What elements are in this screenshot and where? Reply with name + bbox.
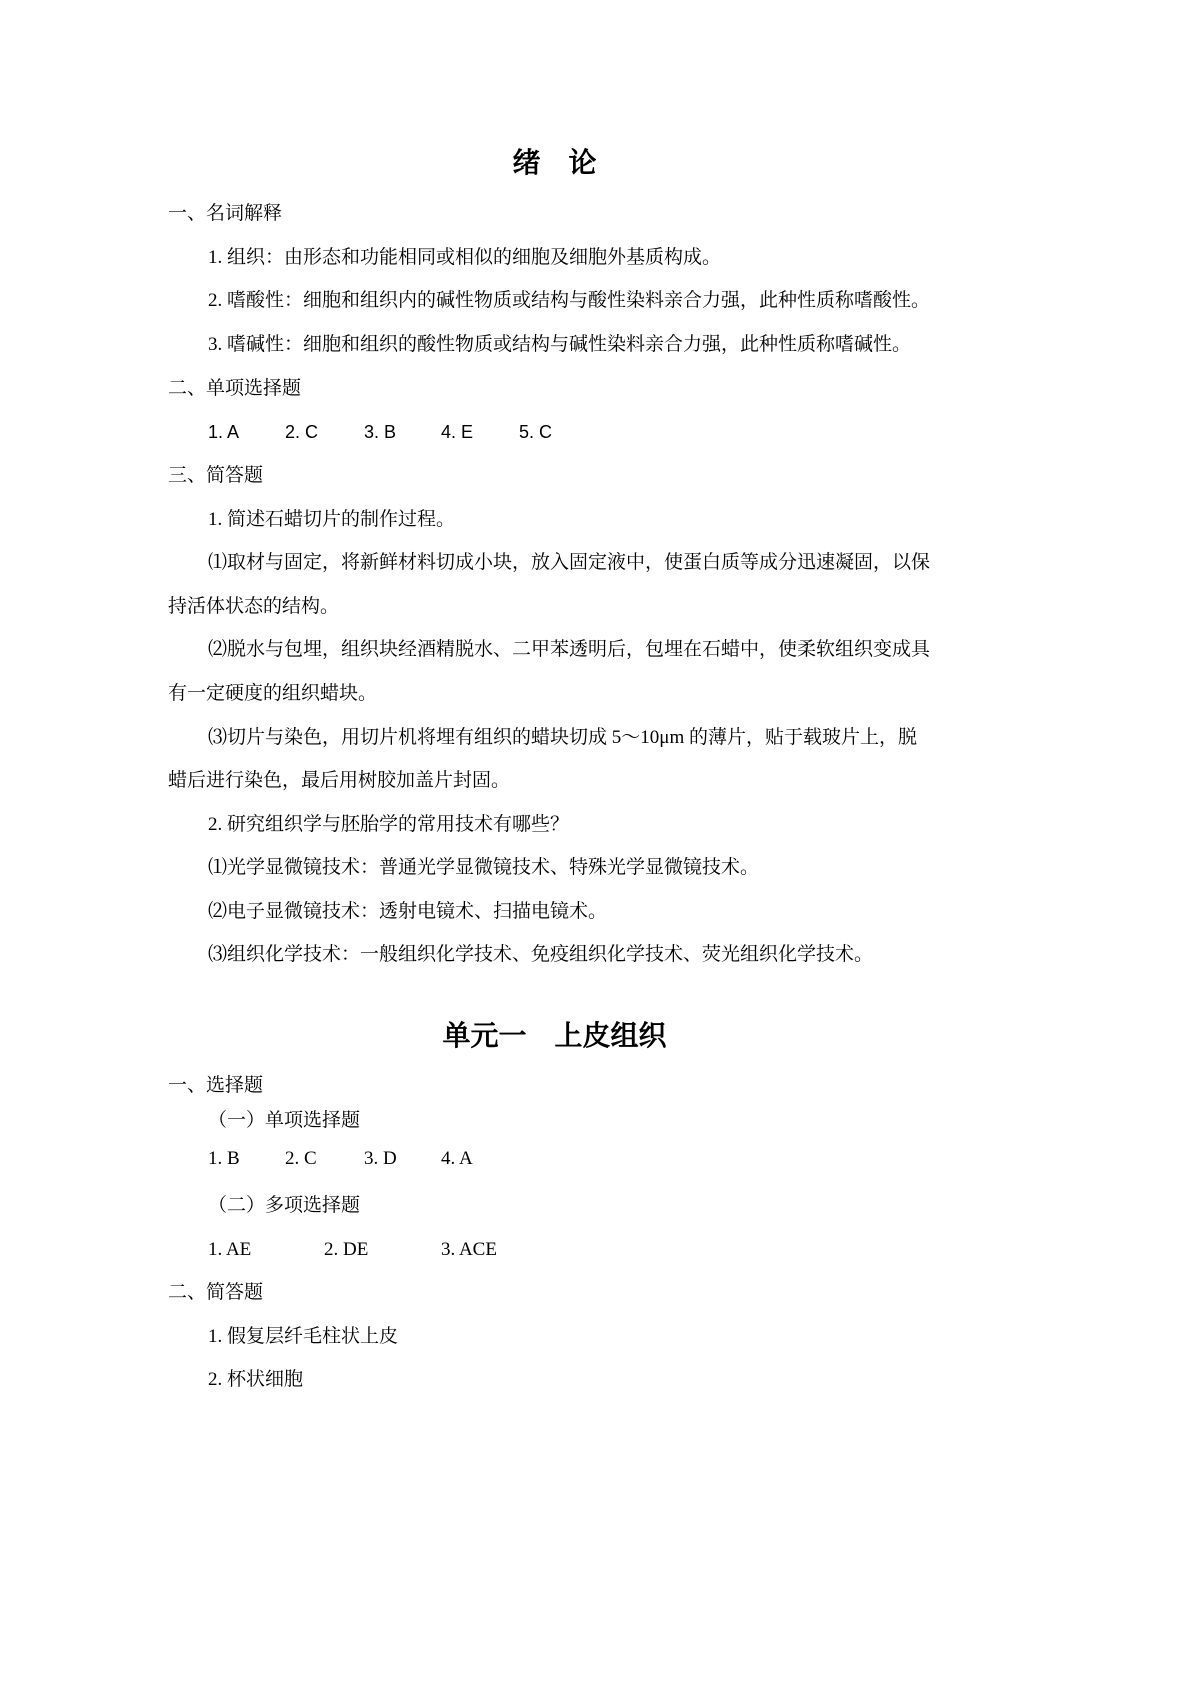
answer-item: 1. B: [208, 1148, 240, 1169]
glossary-item: 3. 嗜碱性：细胞和组织的酸性物质或结构与碱性染料亲合力强，此种性质称嗜碱性。: [208, 334, 912, 355]
answer-item: 5. C: [519, 422, 553, 442]
answer-item: 2. C: [285, 422, 319, 442]
glossary-heading: 一、名词解释: [168, 203, 283, 224]
answer-item: 4. A: [441, 1148, 473, 1169]
question-text: 2. 研究组织学与胚胎学的常用技术有哪些？: [208, 814, 570, 835]
short-answer-heading: 二、简答题: [168, 1282, 264, 1303]
answer-item: 2. 杯状细胞: [208, 1369, 304, 1390]
answer-paragraph-line: ⑴取材与固定，将新鲜材料切成小块，放入固定液中，使蛋白质等成分迅速凝固，以保: [208, 552, 931, 573]
answer-item: ⑶组织化学技术：一般组织化学技术、免疫组织化学技术、荧光组织化学技术。: [208, 944, 874, 965]
answer-item: 2. DE: [324, 1239, 369, 1260]
short-answer-heading: 三、简答题: [168, 465, 264, 486]
answer-item: 2. C: [285, 1148, 317, 1169]
answer-item: 1. AE: [208, 1239, 252, 1260]
single-choice-subheading: （一）单项选择题: [208, 1110, 361, 1131]
question-text: 1. 简述石蜡切片的制作过程。: [208, 509, 456, 530]
answer-item: 4. E: [441, 422, 474, 442]
answer-paragraph-line: ⑶切片与染色，用切片机将埋有组织的蜡块切成 5～10μm 的薄片，贴于载玻片上，脱: [208, 727, 917, 748]
answer-paragraph-line: 持活体状态的结构。: [168, 596, 340, 617]
choice-heading: 一、选择题: [168, 1075, 264, 1096]
intro-title: 绪 论: [512, 147, 597, 178]
single-choice-heading: 二、单项选择题: [168, 378, 302, 399]
unit1-title: 单元一 上皮组织: [442, 1020, 667, 1051]
answer-paragraph-line: 蜡后进行染色，最后用树胶加盖片封固。: [168, 770, 511, 791]
answer-paragraph-line: 有一定硬度的组织蜡块。: [168, 683, 378, 704]
answer-item: 1. 假复层纤毛柱状上皮: [208, 1326, 399, 1347]
glossary-item: 1. 组织：由形态和功能相同或相似的细胞及细胞外基质构成。: [208, 247, 722, 268]
glossary-item: 2. 嗜酸性：细胞和组织内的碱性物质或结构与酸性染料亲合力强，此种性质称嗜酸性。: [208, 290, 931, 311]
answer-item: 3. ACE: [441, 1239, 497, 1260]
answer-item: ⑵电子显微镜技术：透射电镜术、扫描电镜术。: [208, 901, 608, 922]
answer-item: 3. B: [364, 422, 397, 442]
answer-item: 3. D: [364, 1148, 397, 1169]
multiple-choice-subheading: （二）多项选择题: [208, 1195, 361, 1216]
answer-item: 1. A: [208, 422, 240, 442]
answer-item: ⑴光学显微镜技术：普通光学显微镜技术、特殊光学显微镜技术。: [208, 857, 760, 878]
answer-paragraph-line: ⑵脱水与包埋，组织块经酒精脱水、二甲苯透明后，包埋在石蜡中，使柔软组织变成具: [208, 639, 931, 660]
